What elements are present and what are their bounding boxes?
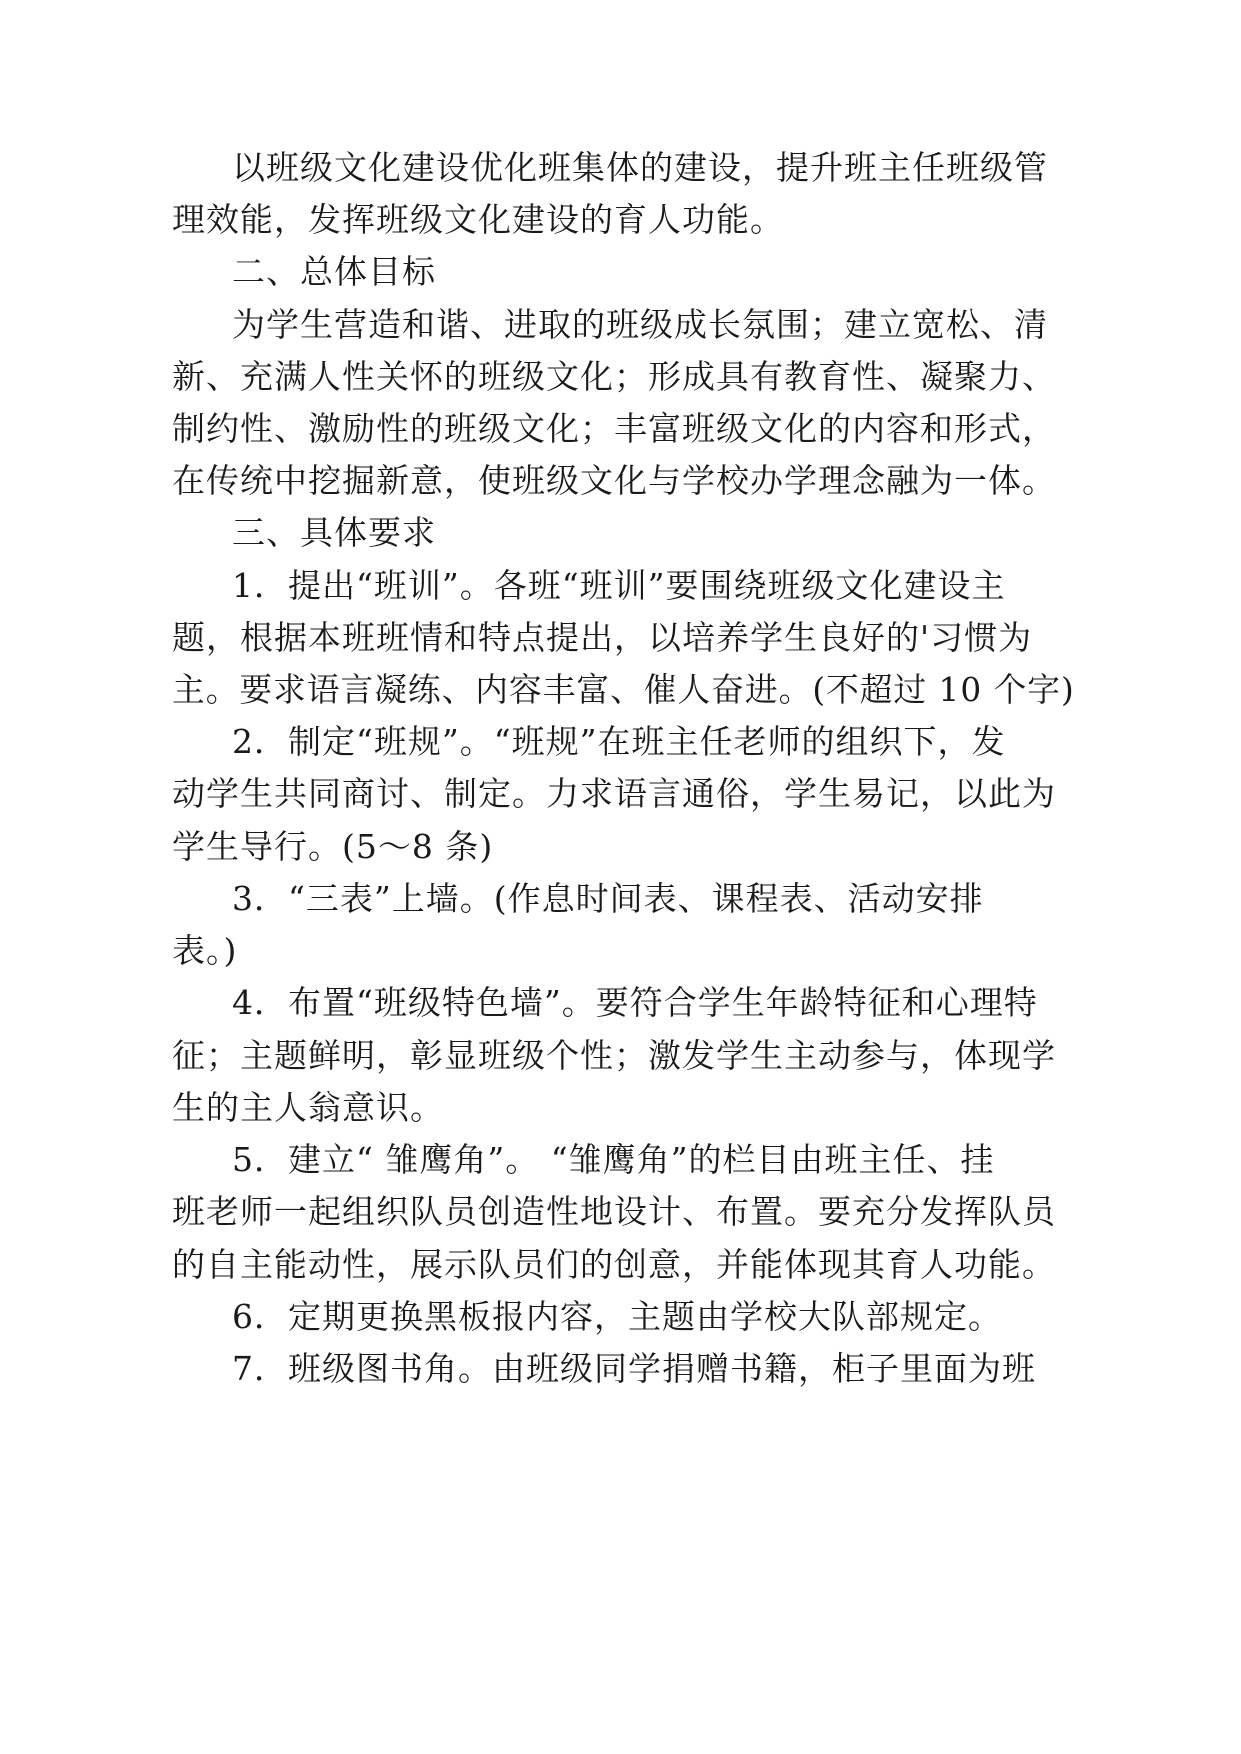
text-line: 征；主题鲜明，彰显班级个性；激发学生主动参与，体现学	[172, 1036, 1056, 1075]
text-line: 2．制定“班规”。“班规”在班主任老师的组织下，发	[232, 722, 1006, 761]
text-line: 学生导行。(5～8 条)	[172, 827, 494, 866]
text-line: 班老师一起组织队员创造性地设计、布置。要充分发挥队员	[172, 1192, 1056, 1231]
text-line: 7．班级图书角。由班级同学捐赠书籍，柜子里面为班	[232, 1349, 1036, 1388]
text-line: 制约性、激励性的班级文化；丰富班级文化的内容和形式，	[172, 409, 1056, 448]
text-line: 5．建立“ 雏鹰角”。 “雏鹰角”的栏目由班主任、挂	[232, 1140, 995, 1179]
text-line: 以班级文化建设优化班集体的建设，提升班主任班级管	[232, 148, 1048, 187]
section-heading: 二、总体目标	[232, 252, 436, 291]
section-heading: 三、具体要求	[232, 513, 436, 552]
text-line: 新、充满人性关怀的班级文化；形成具有教育性、凝聚力、	[172, 357, 1056, 396]
text-line: 3．“三表”上墙。(作息时间表、课程表、活动安排	[232, 879, 984, 918]
text-line: 理效能，发挥班级文化建设的育人功能。	[172, 200, 784, 239]
text-line: 1．提出“班训”。各班“班训”要围绕班级文化建设主	[232, 566, 1006, 605]
text-line: 主。要求语言凝练、内容丰富、催人奋进。(不超过 10 个字)	[172, 670, 1075, 709]
text-line: 表。)	[172, 931, 238, 970]
text-line: 为学生营造和谐、进取的班级成长氛围；建立宽松、清	[232, 305, 1048, 344]
text-line: 的自主能动性，展示队员们的创意，并能体现其育人功能。	[172, 1245, 1056, 1284]
text-line: 4．布置“班级特色墙”。要符合学生年龄特征和心理特	[232, 983, 1038, 1022]
text-line: 生的主人翁意识。	[172, 1088, 444, 1127]
text-line: 动学生共同商讨、制定。力求语言通俗，学生易记，以此为	[172, 774, 1056, 813]
text-line: 题，根据本班班情和特点提出，以培养学生良好的'习惯为	[172, 618, 1033, 657]
text-line: 在传统中挖掘新意，使班级文化与学校办学理念融为一体。	[172, 461, 1056, 500]
text-line: 6．定期更换黑板报内容，主题由学校大队部规定。	[232, 1297, 1002, 1336]
